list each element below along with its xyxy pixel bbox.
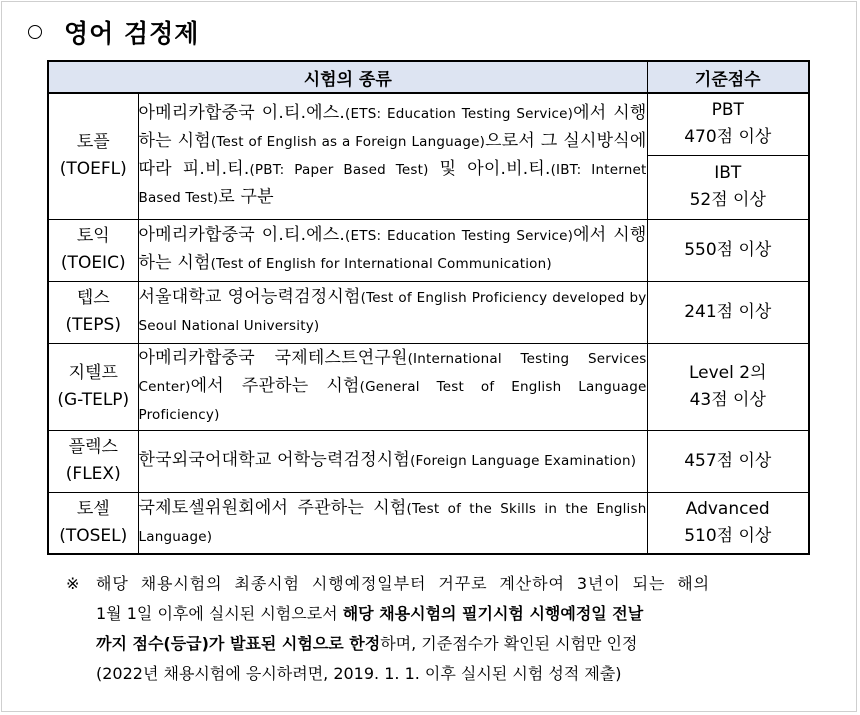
score-cell [647, 343, 809, 430]
footnote [66, 569, 810, 689]
table-row [48, 430, 809, 492]
test-name-korean: 토플 [76, 132, 110, 153]
table-row [48, 492, 809, 554]
footnote-line-2: 1월 1일 이후에 실시된 시험으로서 해당 채용시험의 필기시험 시행예정일 전날 [96, 604, 644, 623]
table-header-row [48, 61, 809, 93]
table-row [48, 343, 809, 430]
footnote-emphasis: 까지 점수(등급)가 발표된 시험으로 한정 [96, 634, 381, 653]
test-name-english: (G-TELP) [57, 389, 130, 410]
header-test-type: 시험의 종류 [48, 61, 647, 93]
score-value: 43점 이상 [689, 389, 766, 410]
score-type: PBT [711, 100, 744, 121]
english-test-table [47, 60, 810, 555]
test-name-english: (FLEX) [65, 464, 121, 484]
footnote-emphasis: 해당 채용시험의 필기시험 시행예정일 전날 [342, 604, 644, 623]
header-standard-score: 기준점수 [647, 61, 809, 93]
score-value: 52점 이상 [689, 190, 766, 210]
test-description: 아메리카합중국 이.티.에스.(ETS: Education Testing Service)에서 시행하는 시험(Test of English for International Communication) [138, 219, 647, 281]
score-value: 550점 이상 [684, 239, 772, 260]
test-name-english: (TOEFL) [59, 159, 127, 180]
test-name-korean: 텝스 [76, 288, 110, 308]
score-cell [647, 155, 809, 219]
footnote-line-1: 해당 채용시험의 최종시험 시행예정일부터 거꾸로 계산하여 3년이 되는 해의 [96, 574, 711, 593]
score-value: 241점 이상 [684, 301, 772, 322]
test-name-korean: 토셀 [76, 498, 110, 519]
test-name-cell [48, 93, 138, 219]
bullet-circle-icon [28, 25, 42, 39]
score-cell [647, 281, 809, 343]
test-name-english: (TOEIC) [60, 253, 126, 273]
test-name-korean: 플렉스 [68, 437, 118, 457]
score-level: Level 2의 [688, 362, 767, 383]
table-row [48, 93, 809, 155]
test-name-english: (TEPS) [65, 315, 121, 335]
test-description: 아메리카합중국 국제테스트연구원(International Testing Services Center)에서 주관하는 시험(General Test of English Language Proficiency) [138, 343, 647, 430]
score-cell [647, 93, 809, 155]
score-type: IBT [714, 163, 742, 183]
test-name-cell [48, 343, 138, 430]
test-description: 한국외국어대학교 어학능력검정시험(Foreign Language Examination) [138, 430, 647, 492]
test-name-korean: 토익 [76, 226, 110, 246]
footnote-line-4: (2022년 채용시험에 응시하려면, 2019. 1. 1. 이후 실시된 시험 성적 제출) [96, 664, 622, 683]
score-cell [647, 492, 809, 554]
score-value: 470점 이상 [684, 127, 772, 148]
score-value: 457점 이상 [684, 450, 772, 471]
footnote-line-3: 까지 점수(등급)가 발표된 시험으로 한정하며, 기준점수가 확인된 시험만 인정 [96, 634, 638, 653]
section-heading-text: 영어 검정제 [64, 19, 200, 48]
table-row [48, 281, 809, 343]
score-cell [647, 430, 809, 492]
table-row [48, 219, 809, 281]
section-heading [22, 12, 199, 52]
score-cell [647, 219, 809, 281]
test-name-cell [48, 219, 138, 281]
score-level: Advanced [685, 498, 770, 519]
test-description: 국제토셀위원회에서 주관하는 시험(Test of the Skills in the English Language) [138, 492, 647, 554]
test-description: 아메리카합중국 이.티.에스.(ETS: Education Testing Service)에서 시행하는 시험(Test of English as a Foreign Language)으로서 그 실시방식에 따라 피.비.티.(PBT: Paper Based Test) 및 아이.비.티.(IBT: Internet Based Test)로 구분 [138, 93, 647, 219]
reference-mark-icon: ※ [66, 574, 80, 593]
test-name-cell [48, 430, 138, 492]
test-name-english: (TOSEL) [59, 525, 128, 546]
score-value: 510점 이상 [684, 525, 772, 546]
test-name-cell [48, 492, 138, 554]
test-name-korean: 지텔프 [68, 362, 118, 383]
test-description: 서울대학교 영어능력검정시험(Test of English Proficiency developed by Seoul National University) [138, 281, 647, 343]
test-name-cell [48, 281, 138, 343]
